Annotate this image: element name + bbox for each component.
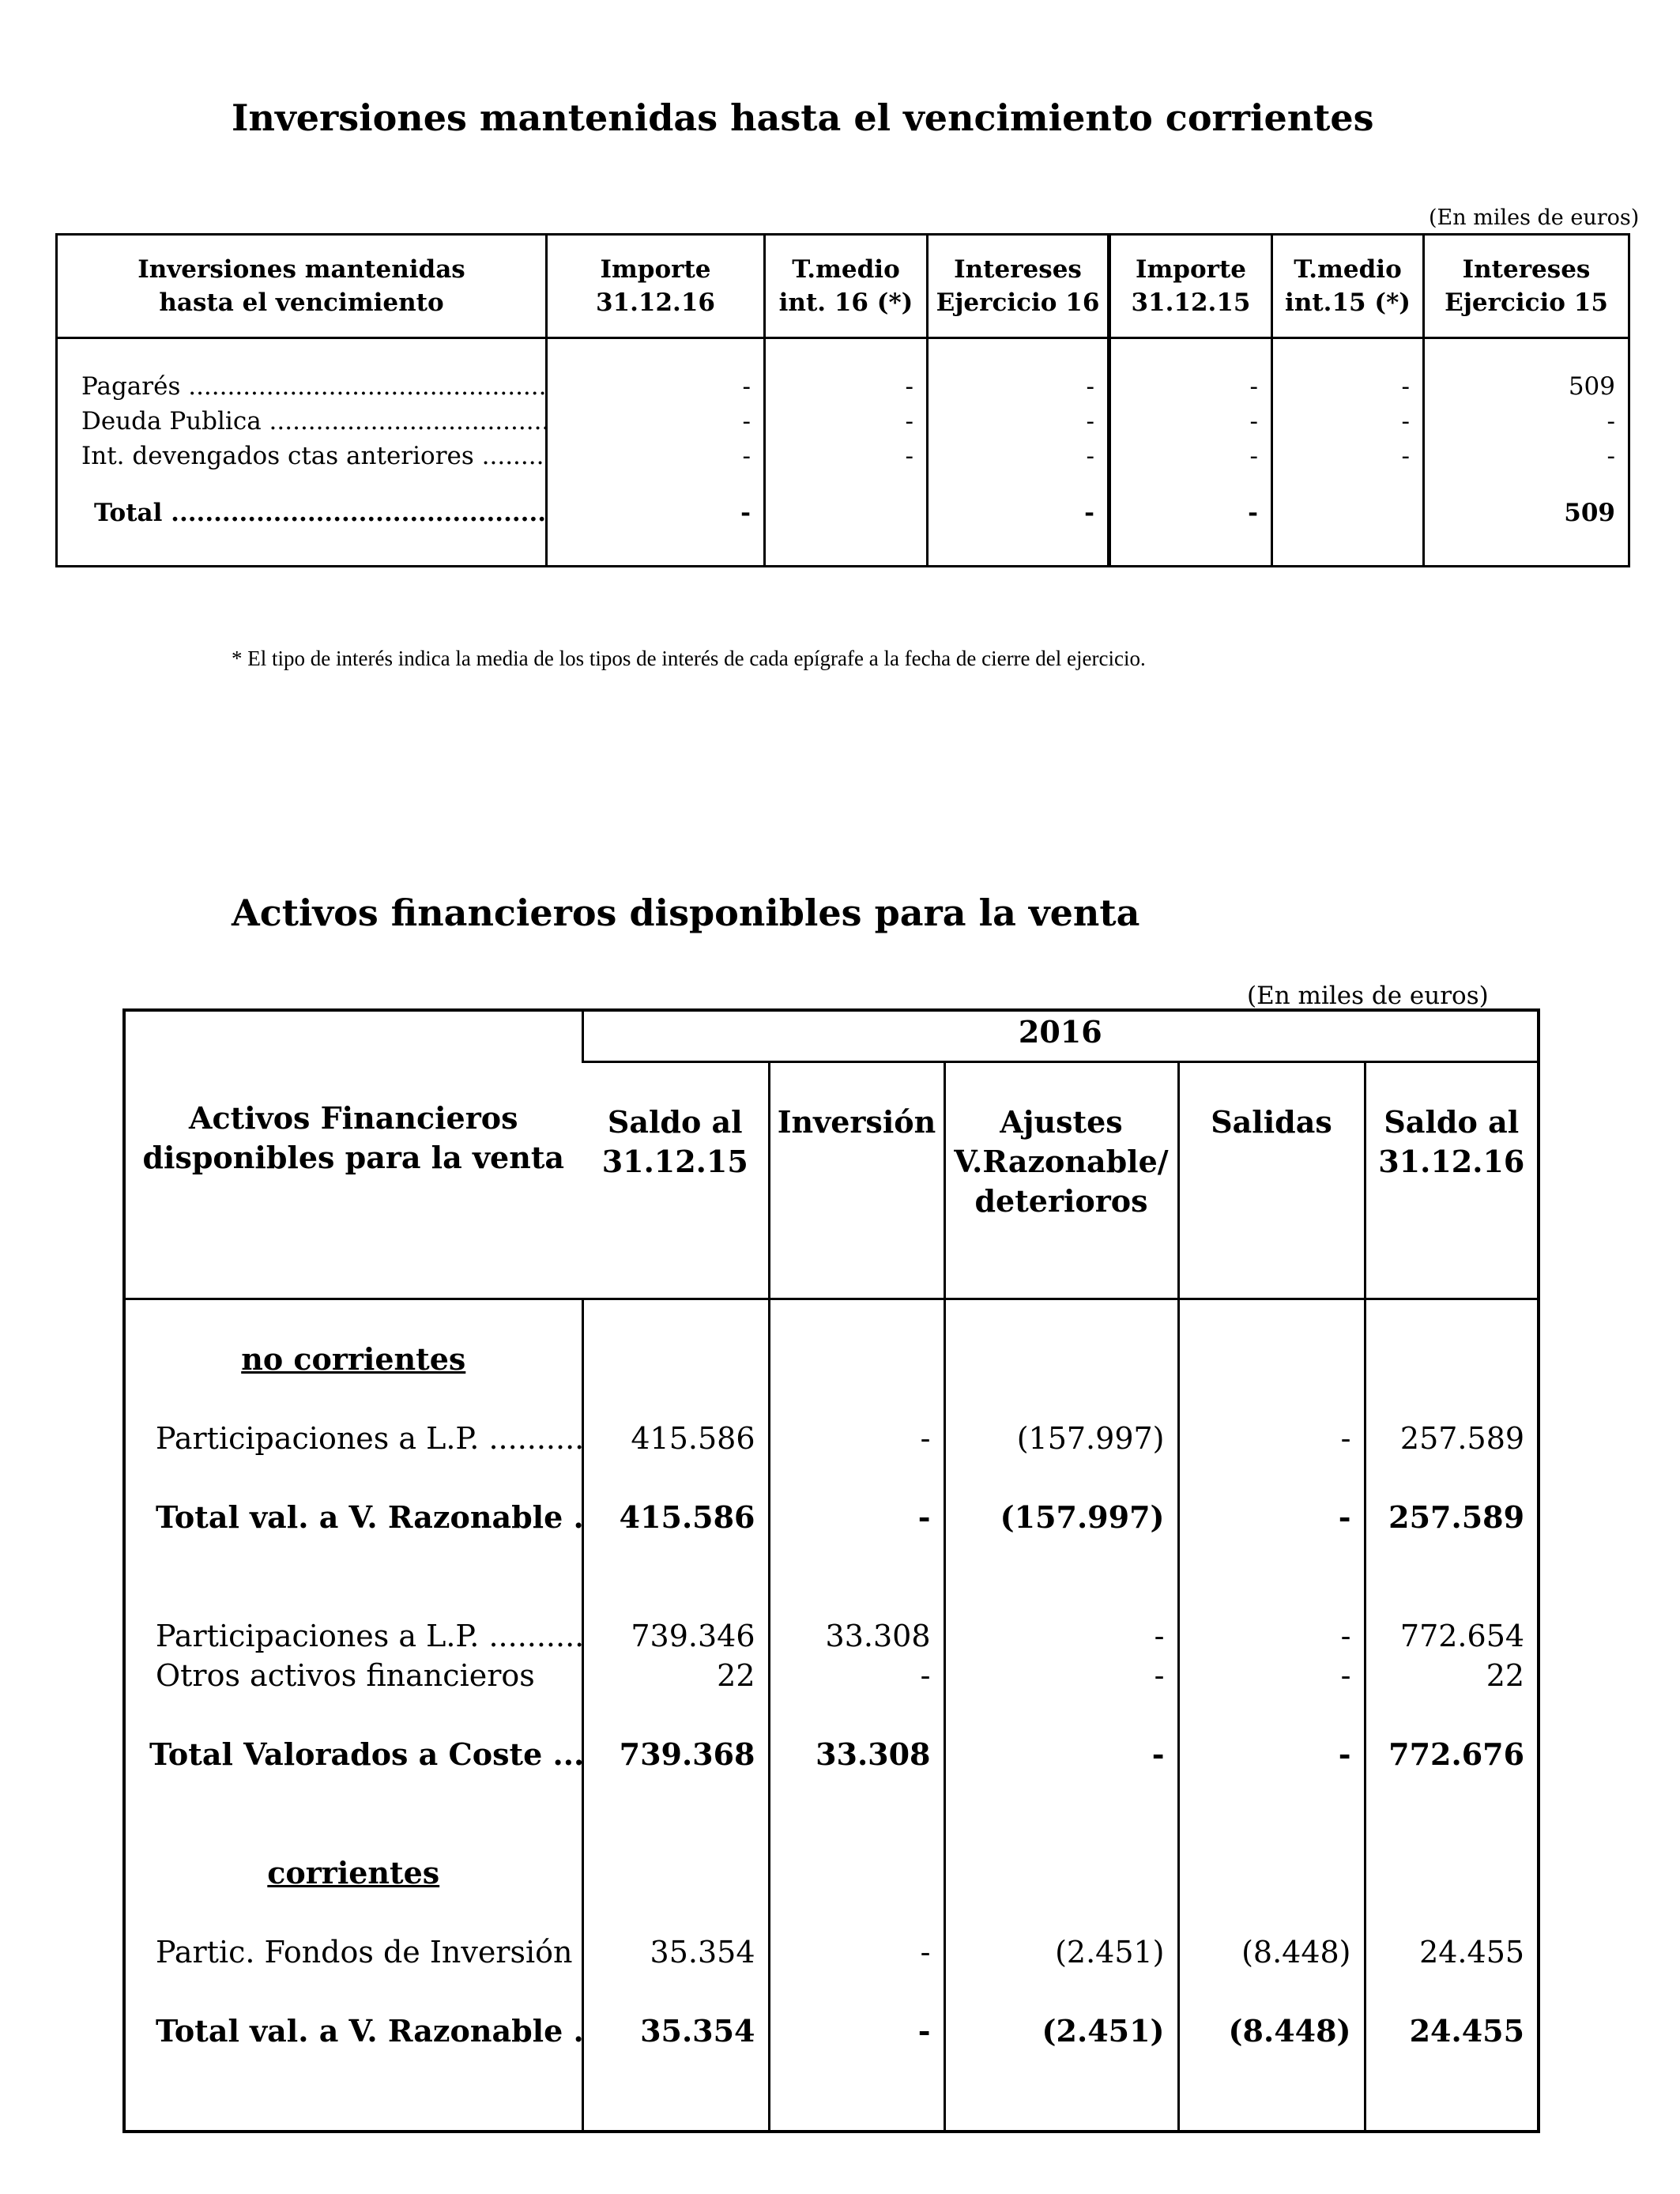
total-row (124, 1498, 1539, 1537)
header-intereses-16: Intereses Ejercicio 16 (928, 235, 1109, 338)
cell: 257.589 (1365, 1419, 1539, 1458)
row-label: Int. devengados ctas anteriores ..... (57, 439, 547, 473)
cell: - (1272, 369, 1424, 404)
cell: 772.654 (1365, 1616, 1539, 1656)
cell: - (547, 404, 765, 439)
cell: - (1109, 404, 1272, 439)
cell: 257.589 (1365, 1498, 1539, 1537)
header-tmedio-15: T.medio int.15 (*) (1272, 235, 1424, 338)
cell: - (1272, 439, 1424, 473)
total-row (124, 2011, 1539, 2051)
available-for-sale-table (122, 1008, 1540, 2133)
header-concept: Inversiones mantenidas hasta el vencimiento (57, 235, 547, 338)
row-label: Pagarés ..... (57, 369, 547, 404)
table-row (57, 369, 1629, 404)
header-salidas: Salidas (1178, 1062, 1365, 1299)
cell: 35.354 (582, 2011, 769, 2051)
cell: - (1424, 439, 1629, 473)
header-importe-16: Importe 31.12.16 (547, 235, 765, 338)
cell: (8.448) (1178, 1932, 1365, 1972)
cell: - (765, 404, 928, 439)
cell: 772.676 (1365, 1735, 1539, 1774)
cell: 509 (1424, 369, 1629, 404)
cell: - (1109, 473, 1272, 567)
cell: - (944, 1656, 1178, 1695)
cell: (157.997) (944, 1498, 1178, 1537)
table-row (57, 404, 1629, 439)
cell: - (547, 369, 765, 404)
section2-title: Activos financieros disponibles para la venta (232, 892, 1140, 934)
cell: - (1178, 1735, 1365, 1774)
cell: 415.586 (582, 1419, 769, 1458)
cell: - (769, 2011, 944, 2051)
header-inversion: Inversión (769, 1062, 944, 1299)
header-saldo-15: Saldo al 31.12.15 (582, 1062, 769, 1299)
cell: (2.451) (944, 1932, 1178, 1972)
cell: - (928, 404, 1109, 439)
section1-title: Inversiones mantenidas hasta el vencimiento corrientes (232, 96, 1374, 139)
cell: - (769, 1498, 944, 1537)
cell: - (1109, 439, 1272, 473)
table-row (124, 1656, 1539, 1695)
section-corrientes: corrientes (267, 1855, 440, 1891)
row-label: Deuda Publica ..... (57, 404, 547, 439)
cell: (157.997) (944, 1419, 1178, 1458)
cell: 24.455 (1365, 1932, 1539, 1972)
table-row (124, 1616, 1539, 1656)
cell: 739.346 (582, 1616, 769, 1656)
cell: 22 (582, 1656, 769, 1695)
header-concept: Activos Financieros disponibles para la venta (124, 1010, 582, 1299)
cell (1272, 473, 1424, 567)
cell: - (928, 369, 1109, 404)
cell: - (547, 473, 765, 567)
cell: 415.586 (582, 1498, 769, 1537)
cell: - (1178, 1656, 1365, 1695)
cell: 22 (1365, 1656, 1539, 1695)
header-importe-15: Importe 31.12.15 (1109, 235, 1272, 338)
cell: - (944, 1616, 1178, 1656)
row-label: Participaciones a L.P. ..... (124, 1616, 582, 1656)
section-no-corrientes: no corrientes (241, 1341, 466, 1377)
cell: 24.455 (1365, 2011, 1539, 2051)
cell: - (1272, 404, 1424, 439)
cell: 33.308 (769, 1616, 944, 1656)
table-header-row (57, 235, 1629, 338)
header-tmedio-16: T.medio int. 16 (*) (765, 235, 928, 338)
cell: - (1424, 404, 1629, 439)
cell: - (1109, 369, 1272, 404)
cell: (8.448) (1178, 2011, 1365, 2051)
cell: - (547, 439, 765, 473)
cell: - (769, 1419, 944, 1458)
cell: - (769, 1932, 944, 1972)
table-row (57, 439, 1629, 473)
header-intereses-15: Intereses Ejercicio 15 (1424, 235, 1629, 338)
header-year: 2016 (582, 1010, 1539, 1062)
row-label: Total val. a V. Razonable ..... (124, 1498, 582, 1537)
section2-units: (En miles de euros) (1247, 982, 1489, 1010)
total-row (57, 473, 1629, 567)
cell: - (928, 439, 1109, 473)
held-to-maturity-table (55, 233, 1630, 567)
cell: 739.368 (582, 1735, 769, 1774)
row-label: Total Valorados a Coste ..... (124, 1735, 582, 1774)
section1-units: (En miles de euros) (1429, 205, 1640, 230)
header-ajustes: Ajustes V.Razonable/ deterioros (944, 1062, 1178, 1299)
cell: - (765, 369, 928, 404)
row-label: Total val. a V. Razonable ..... (124, 2011, 582, 2051)
cell: - (1178, 1419, 1365, 1458)
cell: 35.354 (582, 1932, 769, 1972)
cell: - (769, 1656, 944, 1695)
header-saldo-16: Saldo al 31.12.16 (1365, 1062, 1539, 1299)
cell: - (765, 439, 928, 473)
cell: - (928, 473, 1109, 567)
table-row (124, 1932, 1539, 1972)
cell: - (1178, 1498, 1365, 1537)
cell: (2.451) (944, 2011, 1178, 2051)
cell: - (1178, 1616, 1365, 1656)
total-label: Total ..... (57, 473, 547, 567)
total-row (124, 1735, 1539, 1774)
cell: - (944, 1735, 1178, 1774)
row-label: Partic. Fondos de Inversión ..... (124, 1932, 582, 1972)
cell: 33.308 (769, 1735, 944, 1774)
row-label: Participaciones a L.P. ..... (124, 1419, 582, 1458)
table-row (124, 1419, 1539, 1458)
row-label: Otros activos financieros (156, 1658, 535, 1693)
cell (765, 473, 928, 567)
footnote: * El tipo de interés indica la media de los tipos de interés de cada epígrafe a la fecha de cierre del ejercicio. (232, 647, 1146, 670)
cell: 509 (1424, 473, 1629, 567)
